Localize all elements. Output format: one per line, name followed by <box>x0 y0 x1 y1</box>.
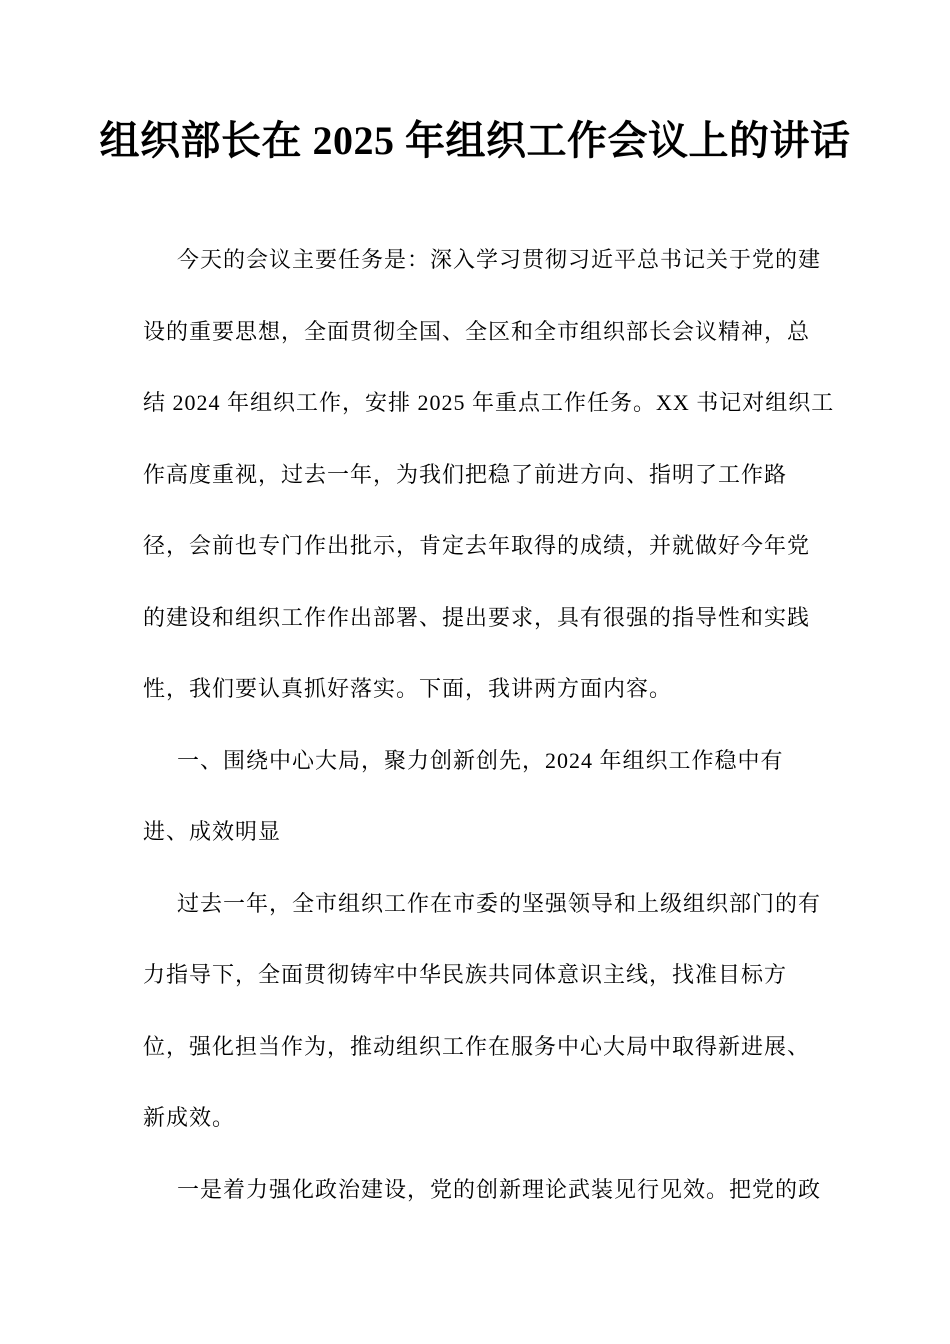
text-line: 过去一年，全市组织工作在市委的坚强领导和上级组织部门的有 <box>177 890 822 916</box>
text-line: 作高度重视，过去一年，为我们把稳了前进方向、指明了工作路 <box>143 461 788 487</box>
text-line: 的建设和组织工作作出部署、提出要求，具有很强的指导性和实践 <box>143 604 811 630</box>
section-heading-line: 一、围绕中心大局，聚力创新创先，2024 年组织工作稳中有 <box>177 747 784 773</box>
text-line: 今天的会议主要任务是：深入学习贯彻习近平总书记关于党的建 <box>177 247 822 272</box>
text-line: 结 2024 年组织工作，安排 2025 年重点工作任务。XX 书记对组织工 <box>143 390 835 415</box>
document-title: 组织部长在 2025 年组织工作会议上的讲话 <box>99 118 851 163</box>
document-body <box>143 224 835 1225</box>
text-line: 设的重要思想，全面贯彻全国、全区和全市组织部长会议精神，总 <box>143 318 811 344</box>
text-line: 性，我们要认真抓好落实。下面，我讲两方面内容。 <box>143 676 673 701</box>
text-line: 力指导下，全面贯彻铸牢中华民族共同体意识主线，找准目标方 <box>143 962 788 987</box>
text-line: 新成效。 <box>143 1105 236 1130</box>
text-line: 位，强化担当作为，推动组织工作在服务中心大局中取得新进展、 <box>143 1033 811 1059</box>
text-line: 径，会前也专门作出批示，肯定去年取得的成绩，并就做好今年党 <box>143 533 811 558</box>
text-line: 一是着力强化政治建设，党的创新理论武装见行见效。把党的政 <box>177 1176 822 1202</box>
section-heading-line: 进、成效明显 <box>143 819 282 844</box>
